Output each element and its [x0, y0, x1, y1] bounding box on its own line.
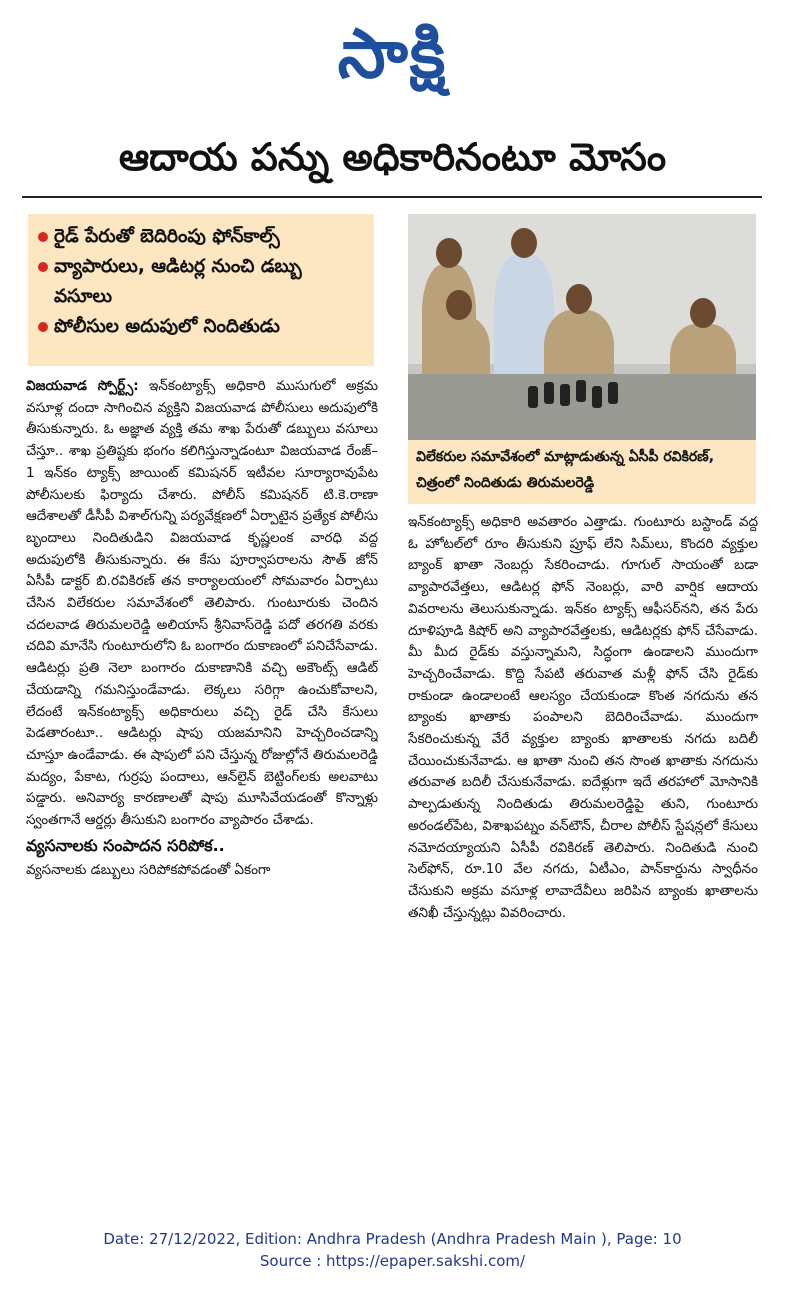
- bullet-icon: [38, 322, 48, 332]
- article-body-left: ఇన్‌కంట్యాక్స్ అధికారి ముసుగులో అక్రమ వసూళ్ల దందా సాగించిన వ్యక్తిని విజయవాడ పోలీసులు అదుపులోకి తీసుకున్నారు. ఓ అజ్ఞాత వ్యక్తి తమ శాఖ పేరుతో డబ్బులు వసూలు చేస్తూ.. శాఖ ప్రతిష్టకు భంగం కలిగిస్తున్నాడంటూ విజయవాడ రేంజ్–1 ఇన్‌కం ట్యాక్స్ జాయింట్ కమిషనర్ ఇటీవల సూర్యారావుపేట పోలీసులకు ఫిర్యాదు చేశారు. పోలీస్ కమిషనర్ టి.కె.రాణా ఆదేశాలతో డీసీపీ విశాల్‌గున్ని పర్యవేక్షణలో ఏర్పాటైన ప్రత్యేక పోలీసు బృందాలు నిందితుడిని విజయవాడ కృష్ణలంక వారధి వద్ద అదుపులోకి తీసుకున్నారు. ఈ కేసు పూర్వాపరాలను సౌత్ జోన్ ఏసీపీ డాక్టర్ బి.రవికిరణ్ తన కార్యాలయంలో సోమవారం ఏర్పాటు చేసిన విలేకరుల సమావేశంలో తెలిపారు. గుంటూరుకు చెందిన చదలవాడ తిరుమలరెడ్డి అలియాస్ శ్రీనివాస్‌రెడ్డి పదో తరగతి వరకు చదివి మానేసి గుంటూరులోని ఓ బంగారం దుకాణంలో పనిచేసేవాడు. ఆడిటర్లు ప్రతి నెలా బంగారం దుకాణానికి వచ్చి అకౌంట్స్ ఆడిట్ చేయడాన్ని గమనిస్తుండేవాడు. లెక్కలు సరిగ్గా ఉంచుకోవాలని, లేదంటే ఇన్‌కంట్యాక్స్ అధికారులు వచ్చి రైడ్ చేసి కేసులు పెడతారంటూ.. ఆడిటర్లు షాపు యజమానిని హెచ్చరించడాన్ని చూస్తూ ఉండేవాడు. ఈ షాపులో పని చేస్తున్న రోజుల్లోనే తిరుమలరెడ్డి మద్యం, పేకాట, గుర్రపు పందాలు, ఆన్‌లైన్ బెట్టింగ్‌లకు అలవాటు పడ్డారు. అనివార్య కారణాలతో షాపు మూసివేయడంతో కొన్నాళ్లు స్వంతగానే ఆర్డర్లు తీసుకుని బంగారం వ్యాపారం చేశాడు.: [26, 378, 378, 829]
- highlight-text: వ్యాపారులు, ఆడిటర్ల నుంచి డబ్బు వసూలు: [54, 256, 302, 307]
- article-subheading: వ్యసనాలకు సంపాదన సరిపోక..: [26, 835, 225, 855]
- highlight-text: రైడ్ పేరుతో బెదిరింపు ఫోన్‌కాల్స్: [54, 226, 280, 247]
- microphone-icon: [528, 386, 538, 408]
- highlight-item: [38, 312, 364, 342]
- press-meet-photo: [408, 214, 756, 440]
- highlight-item: [38, 222, 364, 252]
- microphone-icon: [592, 386, 602, 408]
- bullet-icon: [38, 262, 48, 272]
- page-footer: [0, 1228, 785, 1272]
- microphone-icon: [544, 382, 554, 404]
- article-body-left-tail: వ్యసనాలకు డబ్బులు సరిపోకపోవడంతో ఏకంగా: [26, 861, 271, 878]
- article-left-column: [26, 376, 378, 1194]
- article-body-right: ఇన్‌కంట్యాక్స్ అధికారి అవతారం ఎత్తాడు. గుంటూరు బస్టాండ్ వద్ద ఓ హోటల్‌లో రూం తీసుకుని ప్రూఫ్ లేని సిమ్‌లు, కొందరి వ్యక్తుల బ్యాంక్ ఖాతా నెంబర్లు సేకరించాడు. గూగుల్ సాయంతో బడా వ్యాపారవేత్తలు, ఆడిటర్ల ఫోన్ నెంబర్లు, వారి వార్షిక ఆదాయ వివరాలను తెలుసుకున్నాడు. ఇన్‌కం ట్యాక్స్ ఆఫీసర్‌నని, తన పేరు దూళిపూడి కిషోర్ అని వ్యాపారవేత్తలకు, ఆడిటర్లకు ఫోన్ చేసేవాడు. మీ మీద రైడ్‌కు వస్తున్నామని, సిద్ధంగా ఉండాలని ముందుగా హెచ్చరించేవాడు. కొద్ది సేపటి తరువాత మళ్లీ ఫోన్ చేసి రైడ్‌కు రాకుండా ఉండాలంటే ఆలస్యం చేయకుండా కొంత నగదును తన బ్యాంకు ఖాతాకు పంపాలని బెదిరించేవాడు. ముందుగా సేకరించుకున్న వేరే వ్యక్తుల బ్యాంకు ఖాతాలకు నగదు బదిలీ చేయించుకునేవాడు. ఆ ఖాతా నుంచి తన సొంత ఖాతాకు నగదును తరువాత బదిలీ చేసుకునేవాడు. ఐదేళ్లుగా ఇదే తరహాలో మోసానికి పాల్పడుతున్న నిందితుడు తిరుమలరెడ్డిపై తుని, గుంటూరు అరండల్‌పేట, విశాఖపట్నం వన్‌టౌన్, చీరాల పోలీస్ స్టేషన్లలో కేసులు నమోదయ్యాయని ఏసీపీ రవికిరణ్ తెలిపారు. నిందితుడి నుంచి సెల్‌ఫోన్, రూ.10 వేల నగదు, ఏటీఎం, పాన్‌కార్డును స్వాధీనం చేసుకుని అక్రమ వసూళ్ల లావాదేవీలు జరిపిన బ్యాంకు ఖాతాలను తనిఖీ చేస్తున్నట్లు వివరించారు.: [408, 514, 758, 921]
- microphone-icon: [560, 384, 570, 406]
- masthead-logo: [0, 0, 785, 110]
- microphone-icon: [608, 382, 618, 404]
- highlights-box: [28, 214, 374, 366]
- headline: ఆదాయ పన్ను అధికారినంటూ మోసం: [118, 135, 667, 179]
- footer-source-link[interactable]: Source : https://epaper.sakshi.com/: [259, 1252, 526, 1270]
- footer-edition-info: Date: 27/12/2022, Edition: Andhra Pradesh (Andhra Pradesh Main ), Page: 10: [103, 1230, 682, 1248]
- photo-caption: విలేకరుల సమావేశంలో మాట్లాడుతున్న ఏసీపీ రవికిరణ్, చిత్రంలో నిందితుడు తిరుమలరెడ్డి: [408, 440, 756, 504]
- dateline: విజయవాడ స్పోర్ట్స్:: [26, 378, 139, 394]
- article-right-column: [408, 512, 758, 1200]
- headline-divider: [22, 196, 762, 198]
- masthead-title: సాక్షి: [337, 15, 448, 94]
- highlight-text: పోలీసుల అదుపులో నిందితుడు: [54, 316, 280, 337]
- bullet-icon: [38, 232, 48, 242]
- highlight-item: [38, 252, 364, 312]
- microphone-icon: [576, 380, 586, 402]
